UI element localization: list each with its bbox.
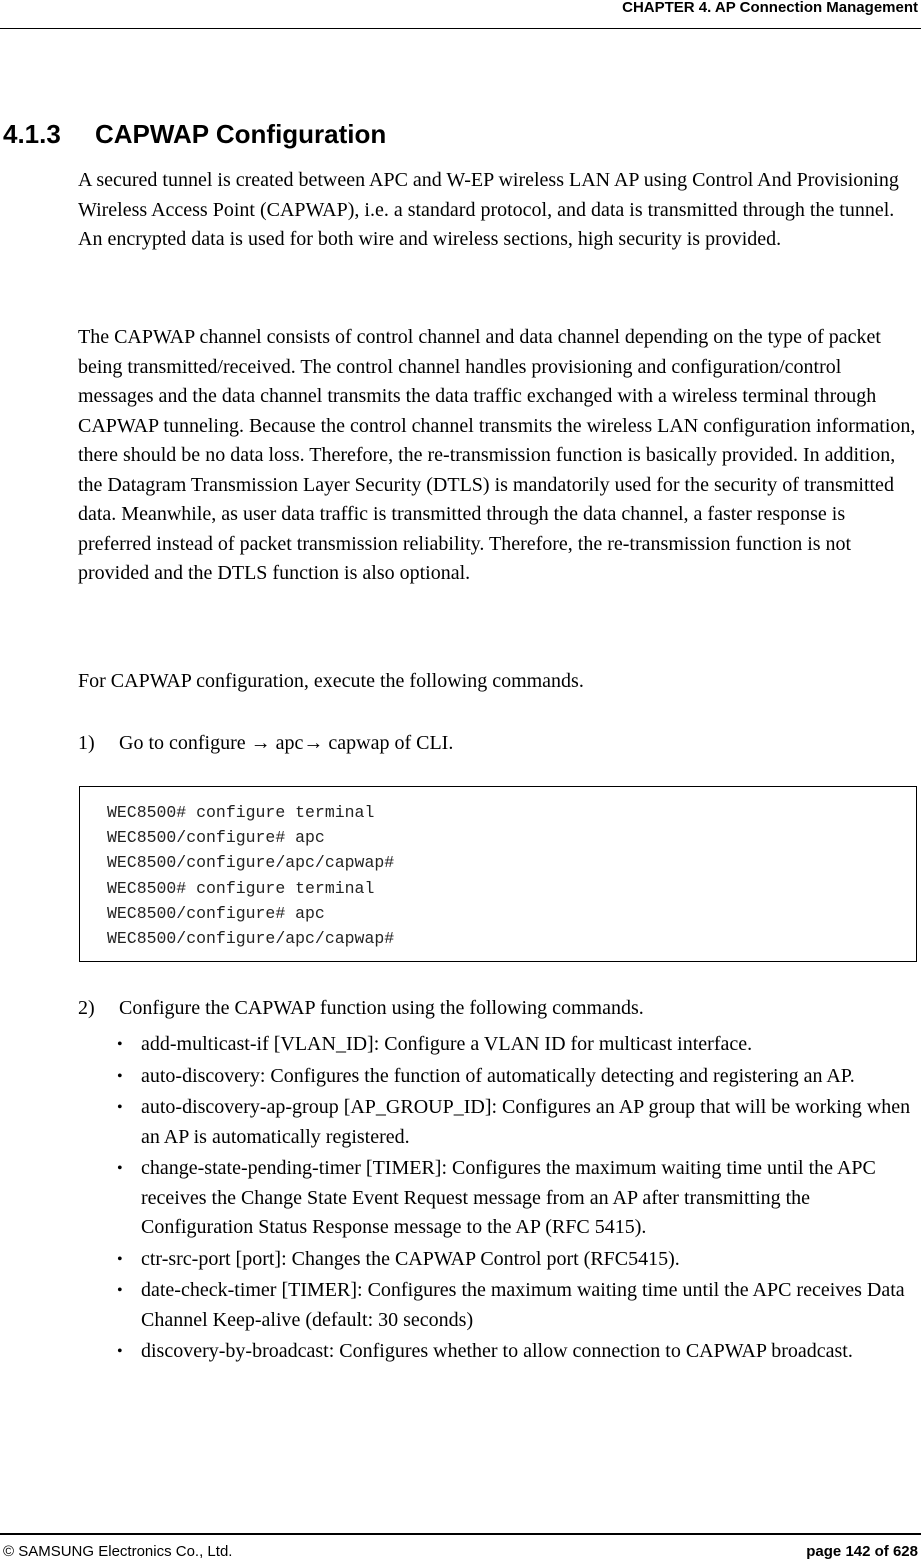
section-title: CAPWAP Configuration [95, 119, 387, 149]
bullet-icon: • [117, 1036, 123, 1053]
bullet-icon: • [117, 1099, 123, 1116]
bullet-icon: • [117, 1343, 123, 1360]
page-header [0, 0, 921, 29]
copyright: © SAMSUNG Electronics Co., Ltd. [3, 1543, 233, 1560]
list-item-text: change-state-pending-timer [TIMER]: Configures the maximum waiting time until the APC receives the Change State Event Request message from an AP after transmitting the Configuration Status Response message to the AP (RFC 5415). [141, 1157, 876, 1238]
chapter-title: CHAPTER 4. AP Connection Management [622, 0, 918, 16]
bullet-icon: • [117, 1067, 123, 1085]
section-heading [3, 118, 386, 150]
section-number: 4.1.3 [3, 119, 61, 149]
code-line: WEC8500/configure# apc [107, 828, 325, 848]
paragraph-intro: A secured tunnel is created between APC and W-EP wireless LAN AP using Control And Provisioning Wireless Access Point (CAPWAP), i.e. a standard protocol, and data is transmitted through the tunnel. An encrypted data is used for both wire and wireless sections, high security is provided. [78, 169, 899, 250]
list-item [117, 1030, 912, 1060]
step-number: 2) [78, 997, 95, 1019]
paragraph-commands-intro: For CAPWAP configuration, execute the following commands. [78, 670, 584, 692]
list-item-text: auto-discovery-ap-group [AP_GROUP_ID]: Configures an AP group that will be working when an AP is automatically registered. [141, 1096, 911, 1148]
command-list [117, 1030, 912, 1369]
code-line: WEC8500/configure# apc [107, 903, 325, 923]
list-item-text: ctr-src-port [port]: Changes the CAPWAP Control port (RFC5415). [141, 1247, 680, 1270]
list-item-text: add-multicast-if [VLAN_ID]: Configure a VLAN ID for multicast interface. [141, 1033, 753, 1055]
list-item [117, 1154, 912, 1243]
cli-code-block [79, 786, 917, 962]
step-2 [78, 994, 644, 1023]
list-item [117, 1062, 912, 1092]
step-text: Configure the CAPWAP function using the following commands. [119, 997, 644, 1019]
list-item-text: auto-discovery: Configures the function of automatically detecting and registering an AP. [141, 1064, 855, 1087]
step-1 [78, 729, 453, 758]
code-line: WEC8500# configure terminal [107, 803, 375, 822]
code-line: WEC8500/configure/apc/capwap# [107, 929, 395, 949]
bullet-icon: • [117, 1250, 123, 1268]
list-item-text: date-check-timer [TIMER]: Configures the maximum waiting time until the APC receives Data Channel Keep-alive (default: 30 seconds) [141, 1279, 905, 1331]
step-text: Go to configure → apc→ capwap of CLI. [119, 732, 454, 754]
list-item [117, 1093, 912, 1152]
list-item-text: discovery-by-broadcast: Configures whether to allow connection to CAPWAP broadcast. [141, 1340, 853, 1362]
code-line: WEC8500/configure/apc/capwap# [107, 853, 395, 873]
bullet-icon: • [117, 1160, 123, 1177]
list-item [117, 1245, 912, 1275]
page-number: page 142 of 628 [806, 1543, 918, 1560]
step-number: 1) [78, 732, 95, 754]
list-item [117, 1276, 912, 1335]
paragraph-channels: The CAPWAP channel consists of control channel and data channel depending on the type of packet being transmitted/received. The control channel handles provisioning and configuration/control messages and the data channel transmits the data traffic exchanged with a wireless terminal through CAPWAP tunneling. Because the control channel transmits the wireless LAN configuration information, there should be no data loss. Therefore, the re-transmission function is basically provided. In addition, the Datagram Transmission Layer Security (DTLS) is mandatorily used for the security of transmitted data. Meanwhile, as user data traffic is transmitted through the data channel, a faster response is preferred instead of packet transmission reliability. Therefore, the re-transmission function is not provided and the DTLS function is also optional. [78, 326, 916, 584]
page-footer [0, 1533, 921, 1560]
code-line: WEC8500# configure terminal [107, 878, 375, 898]
list-item [117, 1337, 912, 1367]
bullet-icon: • [117, 1282, 123, 1299]
